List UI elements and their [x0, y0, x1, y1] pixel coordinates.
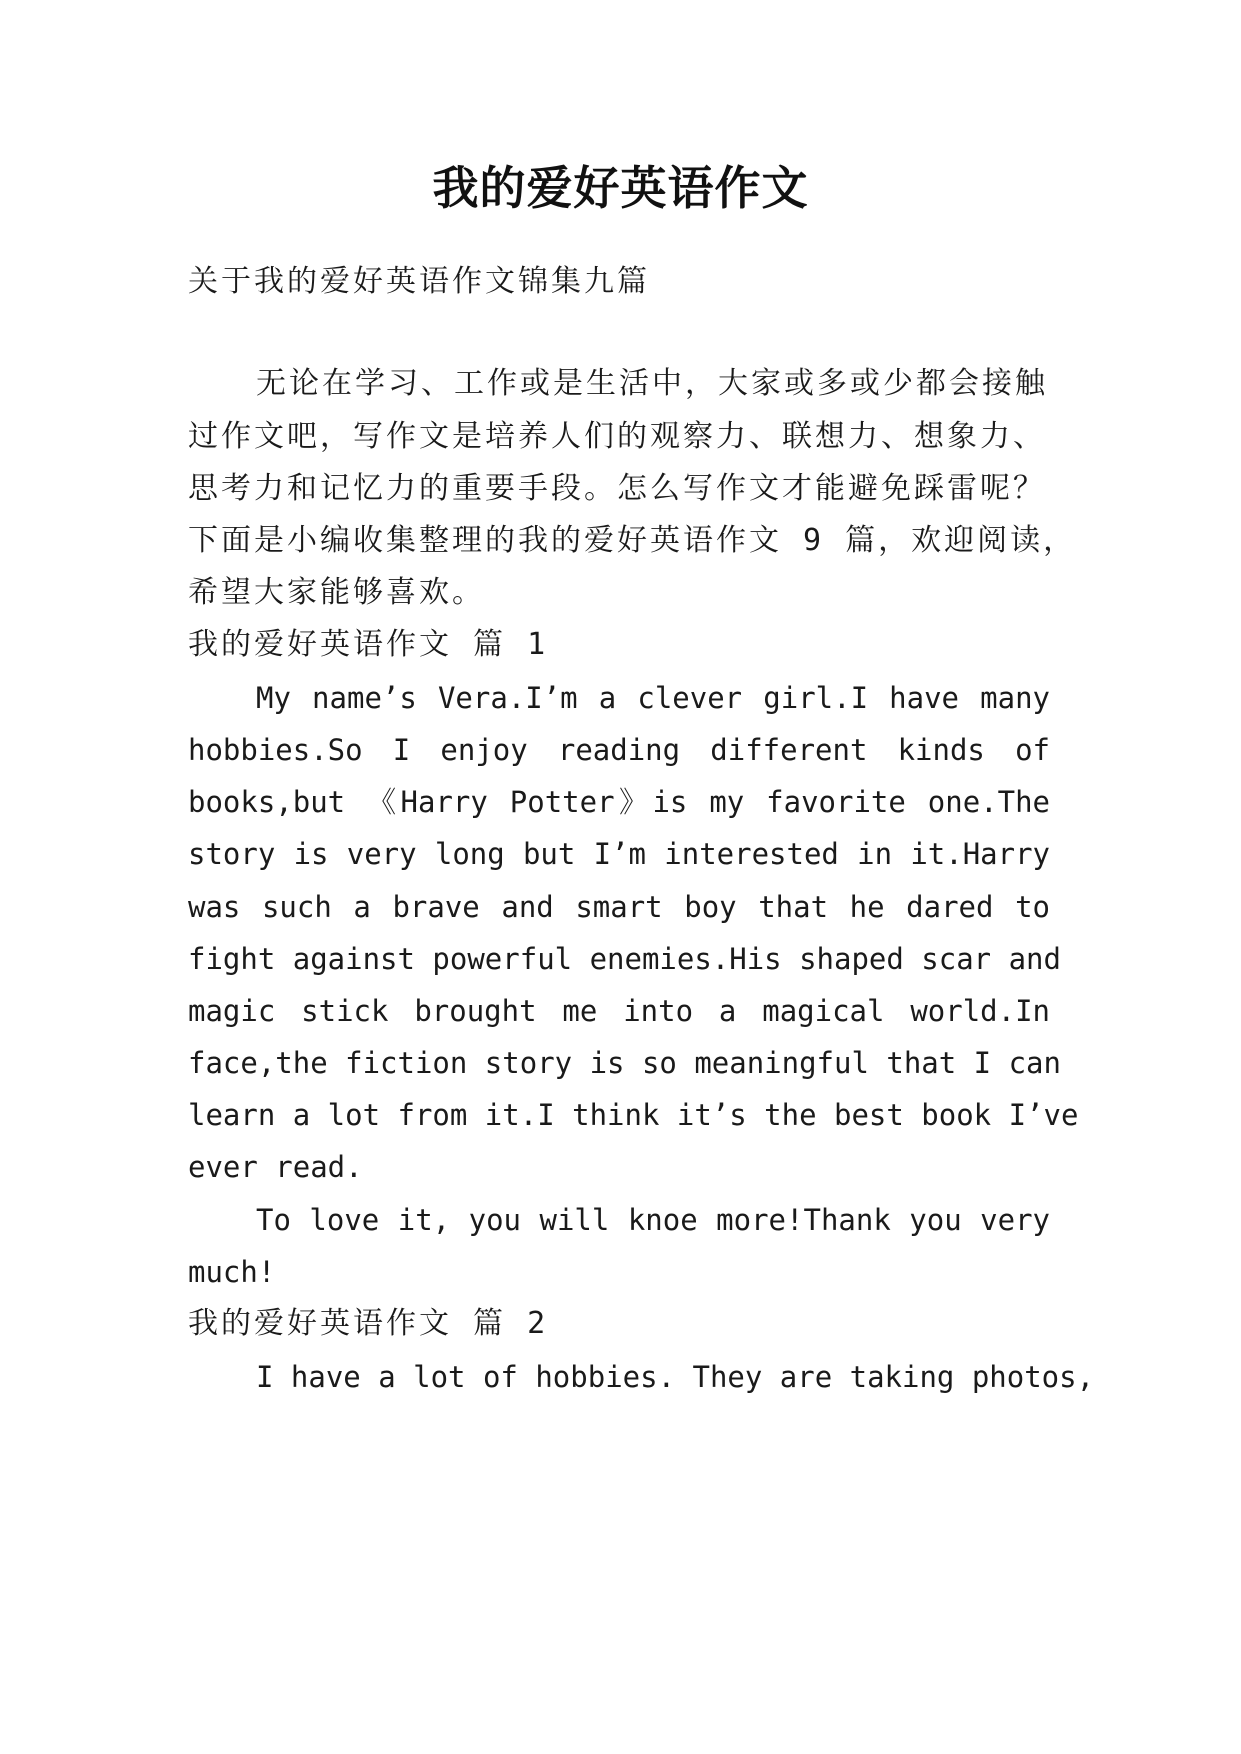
document-title: 我的爱好英语作文	[432, 161, 809, 215]
body-line: To love it, you will knoe more!Thank you very	[256, 1203, 1050, 1237]
body-line: fight against powerful enemies.His shaped scar and	[188, 942, 1061, 976]
body-line: was such a brave and smart boy that he dared to	[188, 890, 1050, 924]
body-line: much!	[188, 1255, 276, 1289]
body-line: hobbies.So I enjoy reading different kinds of	[188, 733, 1050, 767]
body-line: I have a lot of hobbies. They are taking photos,	[256, 1360, 1095, 1394]
intro-line: 过作文吧，写作文是培养人们的观察力、联想力、想象力、	[188, 419, 1046, 454]
body-line: learn a lot from it.I think it’s the best book I’ve	[188, 1098, 1079, 1132]
body-line: face,the fiction story is so meaningful that I can	[188, 1046, 1061, 1080]
body-line: books,but 《Harry Potter》is my favorite one.The	[188, 785, 1050, 819]
body-line: My name’s Vera.I’m a clever girl.I have many	[256, 681, 1050, 715]
body-line: magic stick brought me into a magical world.In	[188, 994, 1050, 1028]
intro-line: 无论在学习、工作或是生活中，大家或多或少都会接触	[256, 366, 1048, 401]
document-subtitle: 关于我的爱好英语作文锦集九篇	[188, 264, 650, 299]
intro-line: 希望大家能够喜欢。	[188, 575, 485, 610]
section-heading: 我的爱好英语作文 篇 1	[188, 627, 549, 662]
section-heading: 我的爱好英语作文 篇 2	[188, 1306, 549, 1341]
body-line: story is very long but I’m interested in it.Harry	[188, 837, 1050, 871]
body-line: ever read.	[188, 1150, 363, 1184]
intro-line: 下面是小编收集整理的我的爱好英语作文 9 篇，欢迎阅读，	[188, 523, 1077, 558]
intro-line: 思考力和记忆力的重要手段。怎么写作文才能避免踩雷呢？	[188, 471, 1046, 506]
